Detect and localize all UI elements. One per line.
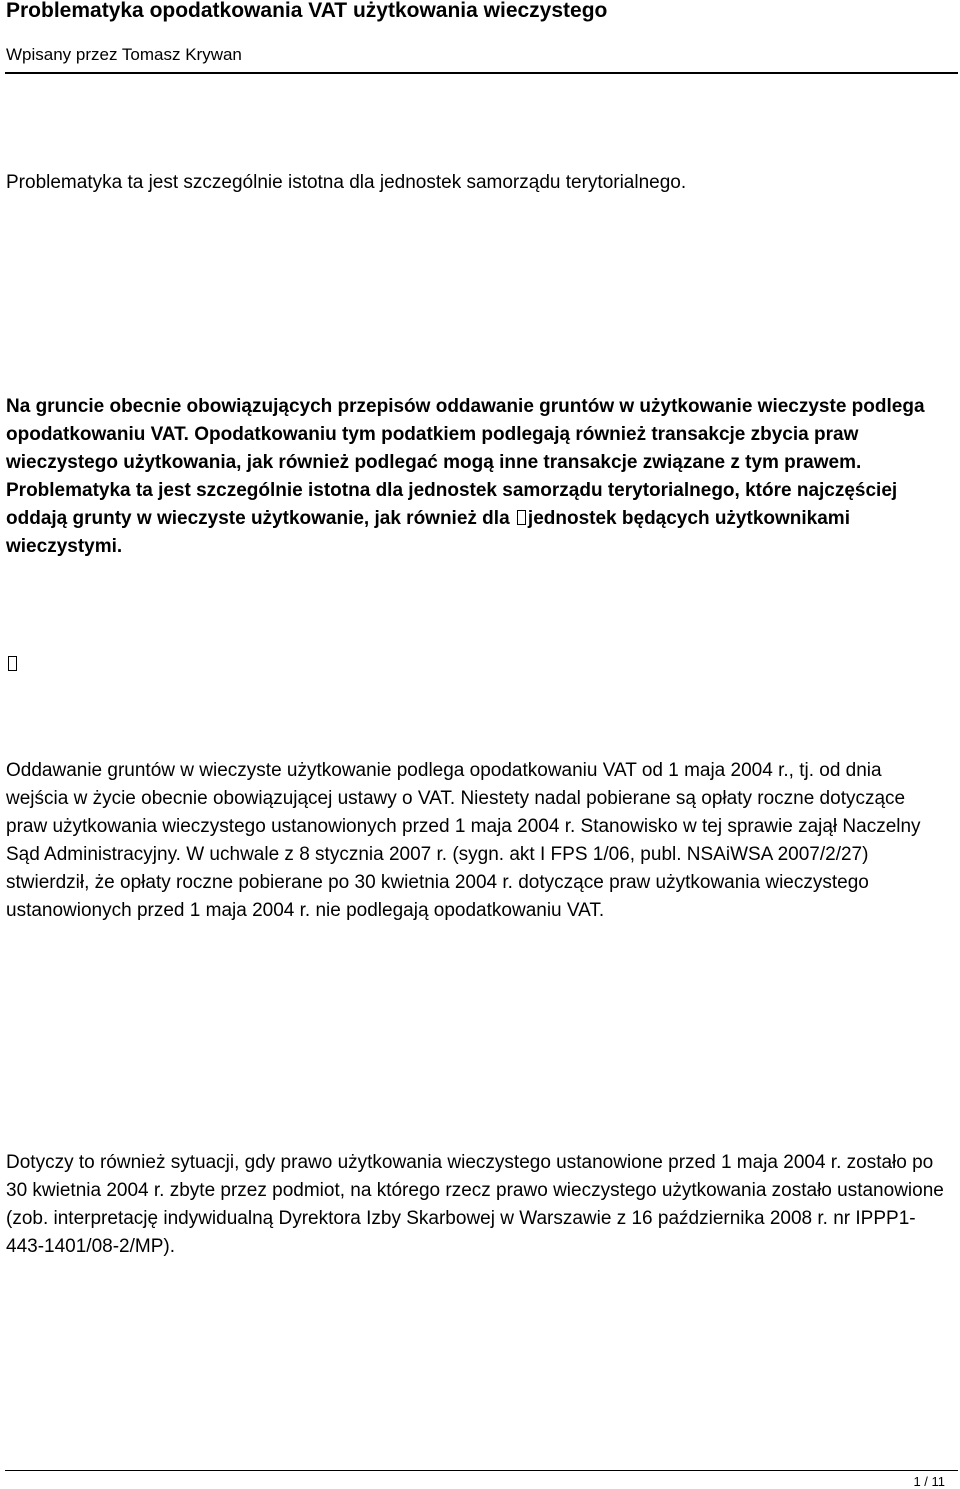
header-divider — [5, 72, 958, 74]
lead-paragraph — [6, 393, 946, 561]
page-number: 1 / 11 — [913, 1474, 945, 1489]
intro-paragraph: Problematyka ta jest szczególnie istotna dla jednostek samorządu terytorialnego. — [6, 172, 687, 193]
body-paragraph-interpretation: Dotyczy to również sytuacji, gdy prawo użytkowania wieczystego ustanowione przed 1 maja 2004 r. zostało po 30 kwietnia 2004 r. zbyte przez podmiot, na którego rzecz prawo wieczystego użytkowania zostało ustanowione (zob. interpretację indywidualną Dyrektora Izby Skarbowej w Warszawie z 16 października 2008 r. nr IPPP1-443-1401/08-2/MP). — [6, 1152, 944, 1257]
body-paragraph-vat: Oddawanie gruntów w wieczyste użytkowanie podlega opodatkowaniu VAT od 1 maja 2004 r., tj. od dnia wejścia w życie obecnie obowiązującej ustawy o VAT. Niestety nadal pobierane są opłaty roczne dotyczące praw użytkowania wieczystego ustanowionych przed 1 maja 2004 r. Stanowisko w tej sprawie zajął Naczelny Sąd Administracyjny. W uchwale z 8 stycznia 2007 r. (sygn. akt I FPS 1/06, publ. NSAiWSA 2007/2/27) stwierdził, że opłaty roczne pobierane po 30 kwietnia 2004 r. dotyczące praw użytkowania wieczystego ustanowionych przed 1 maja 2004 r. nie podlegają opodatkowaniu VAT. — [6, 760, 921, 921]
author-line: Wpisany przez Tomasz Krywan — [6, 45, 242, 64]
lead-paragraph-text: Na gruncie obecnie obowiązujących przepisów oddawanie gruntów w użytkowanie wieczyste podlega opodatkowaniu VAT. Opodatkowaniu tym podatkiem podlegają również transakcje zbycia praw wieczystego użytkowania, jak również podlegać mogą inne transakcje związane z tym prawem. Problematyka ta jest szczególnie istotna dla jednostek samorządu terytorialnego, które najczęściej oddają grunty w wieczyste użytkowanie, jak również dla — [6, 396, 925, 529]
footer-divider — [5, 1470, 958, 1471]
missing-glyph-icon — [517, 510, 526, 525]
document-title: Problematyka opodatkowania VAT użytkowania wieczystego — [6, 0, 608, 22]
separator-glyph — [6, 651, 946, 679]
lead-paragraph-tail: jednostek będących użytkownikami wieczystymi. — [6, 508, 850, 557]
missing-glyph-icon — [8, 656, 17, 671]
